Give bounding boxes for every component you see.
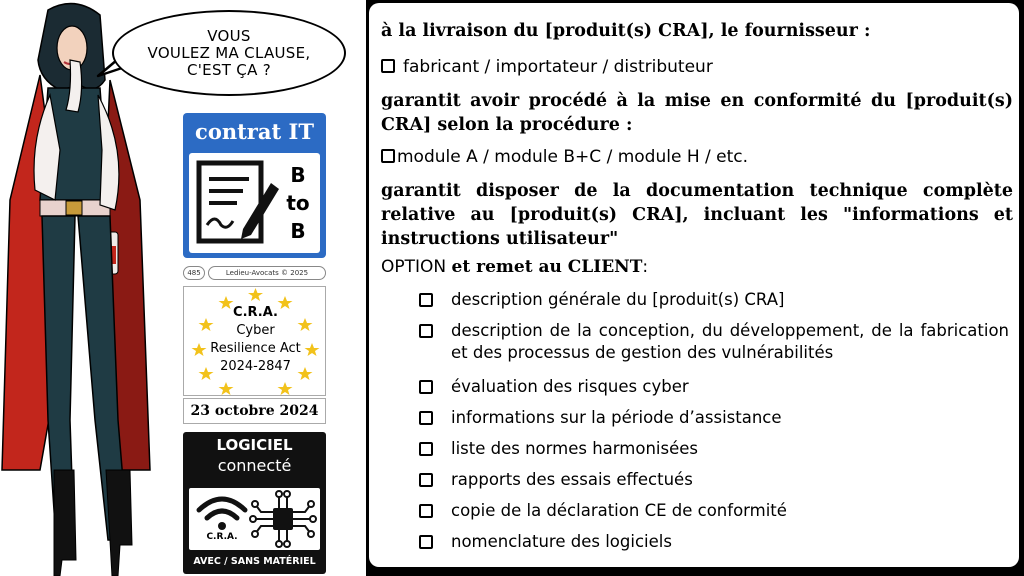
page-number: 485 (183, 266, 205, 280)
logiciel-cra-label: C.R.A. (206, 532, 238, 542)
contrat-it-panel (189, 153, 320, 253)
copyright-notice: Ledieu-Avocats © 2025 (208, 266, 326, 280)
document-checkbox[interactable] (419, 473, 433, 487)
guarantee-conformity: garantit avoir procédé à la mise en conformité du [produit(s) CRA] selon la procédure : (381, 91, 1013, 135)
signed-contract-icon (193, 159, 279, 247)
logiciel-title: LOGICIEL (216, 436, 293, 454)
b2b-letter: B (290, 219, 306, 243)
document-checkbox[interactable] (419, 442, 433, 456)
roles-checkbox[interactable] (381, 59, 395, 73)
illustration-pane (0, 0, 366, 576)
guarantee-documentation: garantit disposer de la documentation technique complète relative au [produit(s) CRA], incluant les "informations et instructions utilisateur" (381, 181, 1013, 249)
document-checkbox[interactable] (419, 380, 433, 394)
document-item-text: description de la conception, du développement, de la fabrication et des processus de gestion des vulnérabilités (451, 321, 1009, 362)
logiciel-connecte-badge (183, 432, 326, 574)
b2b-letter: to (286, 191, 310, 215)
option-recipient: et remet au CLIENT (451, 257, 643, 277)
clause-content-panel (369, 3, 1019, 567)
b2b-label (281, 161, 315, 245)
cra-acronym: C.R.A. (233, 305, 278, 320)
contrat-it-badge (183, 113, 326, 258)
option-line (381, 255, 1013, 279)
logiciel-subtitle: connecté (217, 456, 292, 475)
document-item (419, 320, 1009, 366)
option-label: OPTION (381, 257, 447, 277)
speech-bubble-text: VOUS VOULEZ MA CLAUSE, C'EST ÇA ? (147, 26, 311, 79)
b2b-letter: B (290, 163, 306, 187)
roles-text: fabricant / importateur / distributeur (403, 57, 713, 77)
roles-line (381, 55, 1013, 79)
document-checkbox[interactable] (419, 535, 433, 549)
superheroine-illustration (0, 0, 180, 576)
clause-intro: à la livraison du [produit(s) CRA], le fournisseur : (381, 21, 871, 41)
document-item-text: rapports des essais effectués (451, 470, 693, 489)
contrat-it-title: contrat IT (195, 119, 314, 144)
document-checkbox[interactable] (419, 293, 433, 307)
speech-bubble (112, 10, 346, 96)
logiciel-footer: AVEC / SANS MATÉRIEL (193, 556, 316, 567)
document-item-text: description générale du [produit(s) CRA] (451, 290, 785, 309)
cra-line-reference: 2024-2847 (220, 359, 291, 374)
cra-badge (183, 286, 326, 396)
document-item-text: informations sur la période d’assistance (451, 408, 782, 427)
document-item-text: liste des normes harmonisées (451, 439, 698, 458)
document-item-text: évaluation des risques cyber (451, 377, 689, 396)
cra-line-cyber: Cyber (236, 323, 275, 338)
modules-checkbox[interactable] (381, 149, 395, 163)
document-checkbox[interactable] (419, 504, 433, 518)
document-item-text: nomenclature des logiciels (451, 532, 672, 551)
logiciel-icon-panel (189, 488, 320, 550)
option-colon: : (642, 257, 649, 277)
cra-line-resilience: Resilience Act (210, 341, 301, 356)
modules-text: module A / module B+C / module H / etc. (397, 147, 749, 167)
document-item-text: copie de la déclaration CE de conformité (451, 501, 787, 520)
document-checkbox[interactable] (419, 324, 433, 338)
document-checkbox[interactable] (419, 411, 433, 425)
modules-line (381, 145, 1013, 169)
cra-date: 23 octobre 2024 (183, 398, 326, 424)
